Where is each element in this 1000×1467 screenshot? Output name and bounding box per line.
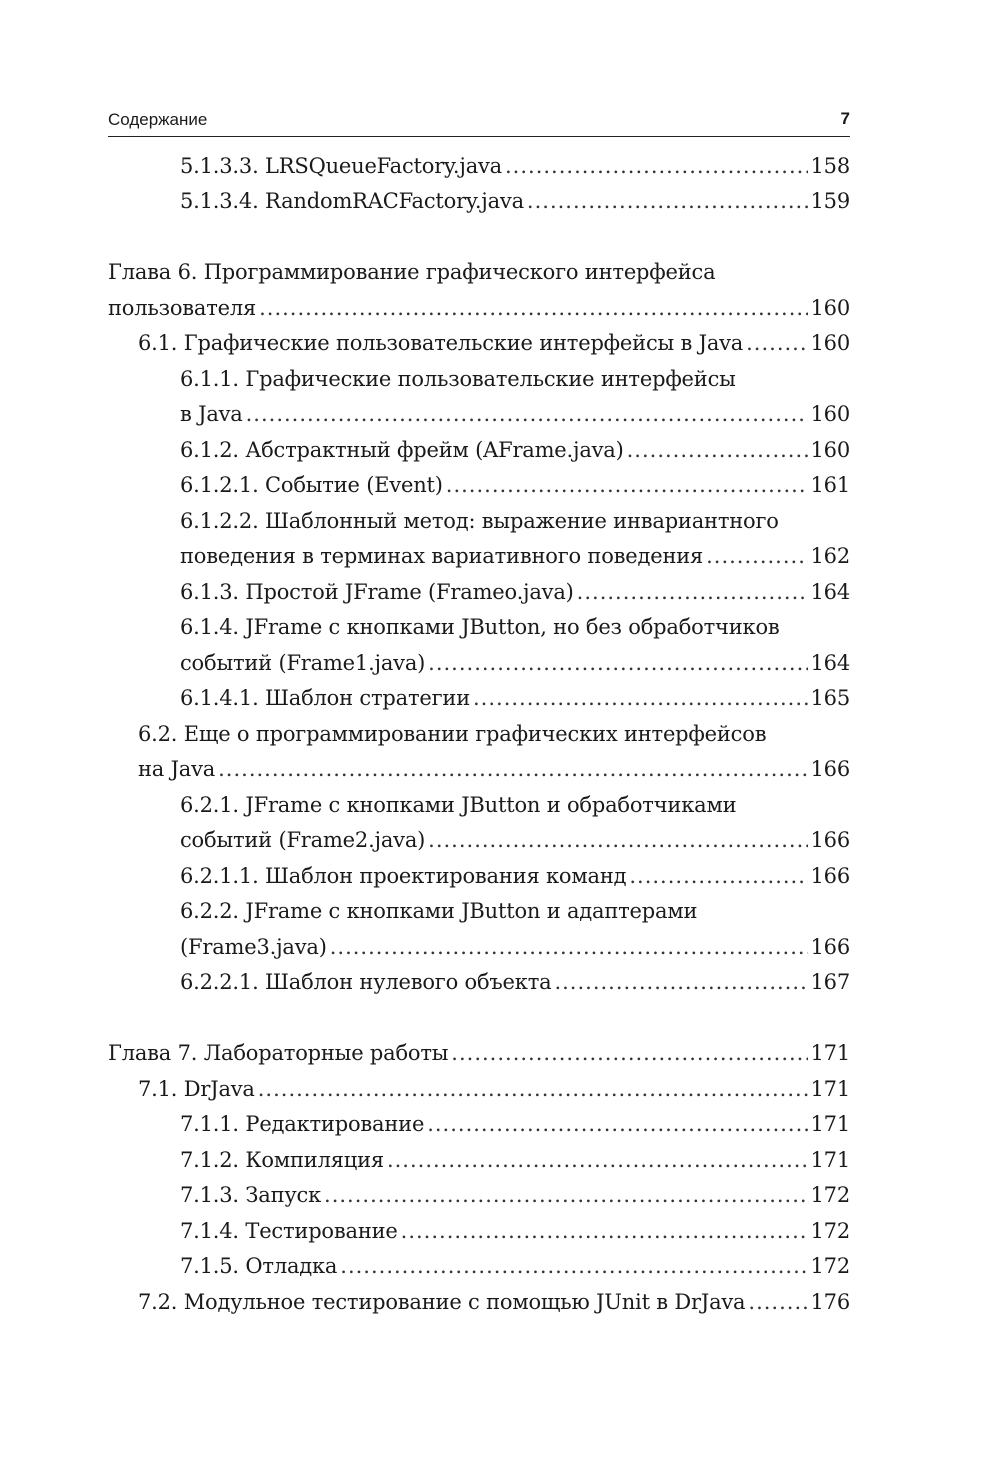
dot-leader <box>473 680 808 716</box>
toc-entry-text: 7.1.1. Редактирование <box>180 1112 425 1136</box>
dot-leader <box>428 645 807 681</box>
dot-leader <box>427 1106 807 1142</box>
toc-entry <box>180 822 850 858</box>
toc-entry <box>180 503 850 539</box>
dot-leader <box>748 1284 807 1320</box>
toc-entry-text: 7.1.4. Тестирование <box>180 1219 398 1243</box>
header-title: Содержание <box>108 110 208 129</box>
toc-entry <box>138 325 850 361</box>
toc-entry-page: 171 <box>810 1148 850 1172</box>
toc-entry-page: 172 <box>810 1183 850 1207</box>
toc-entry-text: Глава 6. Программирование графического интерфейса <box>108 260 716 284</box>
toc-entry-text: пользователя <box>108 296 257 320</box>
toc-entry <box>138 751 850 787</box>
toc-entry-page: 172 <box>810 1219 850 1243</box>
dot-leader <box>401 1213 808 1249</box>
toc-entry-page: 171 <box>810 1041 850 1065</box>
dot-leader <box>387 1142 808 1178</box>
toc-entry <box>138 1284 850 1320</box>
toc-entry-text: Глава 7. Лабораторные работы <box>108 1041 449 1065</box>
toc-entry-page: 164 <box>810 580 850 604</box>
dot-leader <box>428 822 807 858</box>
toc-entry <box>138 716 850 752</box>
toc-entry <box>138 1071 850 1107</box>
dot-leader <box>706 538 807 574</box>
dot-leader <box>505 148 808 184</box>
toc-entry-page: 160 <box>810 438 850 462</box>
dot-leader <box>627 432 808 468</box>
toc-entry <box>180 858 850 894</box>
toc-entry <box>180 1177 850 1213</box>
toc-entry-page: 166 <box>810 757 850 781</box>
toc-entry-text: 6.1. Графические пользовательские интерфейсы в Java <box>138 331 744 355</box>
toc-entry-text: 6.2.2.1. Шаблон нулевого объекта <box>180 970 552 994</box>
dot-leader <box>527 183 808 219</box>
toc-entry-text: событий (Frame2.java) <box>180 828 426 852</box>
dot-leader <box>554 964 807 1000</box>
toc-entry-text: 6.2. Еще о программировании графических интерфейсов <box>138 722 767 746</box>
toc-entry-text: 6.1.2.1. Событие (Event) <box>180 473 443 497</box>
dot-leader <box>340 1248 807 1284</box>
toc-entry <box>180 467 850 503</box>
toc-entry <box>180 1142 850 1178</box>
toc-entry-page: 166 <box>810 935 850 959</box>
toc-entry-page: 171 <box>810 1112 850 1136</box>
toc-entry-page: 164 <box>810 651 850 675</box>
toc-entry <box>180 432 850 468</box>
dot-leader <box>330 929 808 965</box>
dot-leader <box>246 396 808 432</box>
toc-entry-text: (Frame3.java) <box>180 935 327 959</box>
toc-entry-text: на Java <box>138 757 216 781</box>
toc-entry <box>180 396 850 432</box>
toc-entry-text: 6.1.2. Абстрактный фрейм (AFrame.java) <box>180 438 624 462</box>
toc-entry-text: 7.2. Модульное тестирование с помощью JUnit в DrJava <box>138 1290 746 1314</box>
toc-entry <box>180 574 850 610</box>
toc-entry <box>180 609 850 645</box>
toc-entry <box>180 183 850 219</box>
toc-entry <box>180 538 850 574</box>
dot-leader <box>259 290 807 326</box>
toc-entry <box>180 964 850 1000</box>
toc-entry-text: 7.1.3. Запуск <box>180 1183 322 1207</box>
toc-entry <box>108 1035 850 1071</box>
dot-leader <box>324 1177 807 1213</box>
toc-entry-page: 172 <box>810 1254 850 1278</box>
toc-entry-text: в Java <box>180 402 243 426</box>
toc-entry-page: 160 <box>810 402 850 426</box>
toc-entry <box>180 787 850 823</box>
dot-leader <box>451 1035 807 1071</box>
toc-entry-text: 6.2.2. JFrame с кнопками JButton и адаптерами <box>180 899 698 923</box>
dot-leader <box>218 751 807 787</box>
toc-entry-text: 6.1.4.1. Шаблон стратегии <box>180 686 470 710</box>
dot-leader <box>258 1071 808 1107</box>
page-number: 7 <box>840 109 850 128</box>
toc-entry-text: 7.1.2. Компиляция <box>180 1148 384 1172</box>
toc-entry-text: 7.1. DrJava <box>138 1077 255 1101</box>
toc-entry <box>180 680 850 716</box>
toc-entry-text: событий (Frame1.java) <box>180 651 426 675</box>
dot-leader <box>746 325 807 361</box>
toc-entry <box>180 645 850 681</box>
toc-entry-text: поведения в терминах вариативного поведения <box>180 544 704 568</box>
toc-entry-page: 162 <box>810 544 850 568</box>
toc-entry-page: 171 <box>810 1077 850 1101</box>
toc-entry-text: 6.2.1.1. Шаблон проектирования команд <box>180 864 627 888</box>
toc-entry-text: 7.1.5. Отладка <box>180 1254 338 1278</box>
toc-entry <box>180 893 850 929</box>
toc-entry <box>108 290 850 326</box>
toc-entry-page: 160 <box>810 331 850 355</box>
toc-entry <box>180 1213 850 1249</box>
toc-entry-text: 5.1.3.4. RandomRACFactory.java <box>180 189 524 213</box>
toc-entry <box>180 1248 850 1284</box>
dot-leader <box>446 467 808 503</box>
toc-entry <box>180 361 850 397</box>
toc-entry-text: 6.1.1. Графические пользовательские интерфейсы <box>180 367 736 391</box>
toc-entry-text: 6.1.3. Простой JFrame (Frameo.java) <box>180 580 574 604</box>
toc-entry-page: 167 <box>810 970 850 994</box>
toc-entry-page: 158 <box>810 154 850 178</box>
toc-entry-page: 160 <box>810 296 850 320</box>
running-header <box>108 106 850 137</box>
toc-entry <box>180 1106 850 1142</box>
toc-entry-text: 5.1.3.3. LRSQueueFactory.java <box>180 154 502 178</box>
toc-entry-text: 6.1.2.2. Шаблонный метод: выражение инвариантного <box>180 509 779 533</box>
toc-entry-page: 176 <box>810 1290 850 1314</box>
toc-entry-page: 161 <box>810 473 850 497</box>
toc-entry <box>108 254 850 290</box>
toc-entry-page: 166 <box>810 864 850 888</box>
toc-entry-page: 166 <box>810 828 850 852</box>
toc-entry-text: 6.2.1. JFrame с кнопками JButton и обработчиками <box>180 793 737 817</box>
toc-entry-page: 159 <box>810 189 850 213</box>
toc-entry-page: 165 <box>810 686 850 710</box>
toc-entry <box>180 929 850 965</box>
toc-entry <box>180 148 850 184</box>
dot-leader <box>629 858 807 894</box>
toc-entry-text: 6.1.4. JFrame с кнопками JButton, но без обработчиков <box>180 615 780 639</box>
dot-leader <box>577 574 808 610</box>
